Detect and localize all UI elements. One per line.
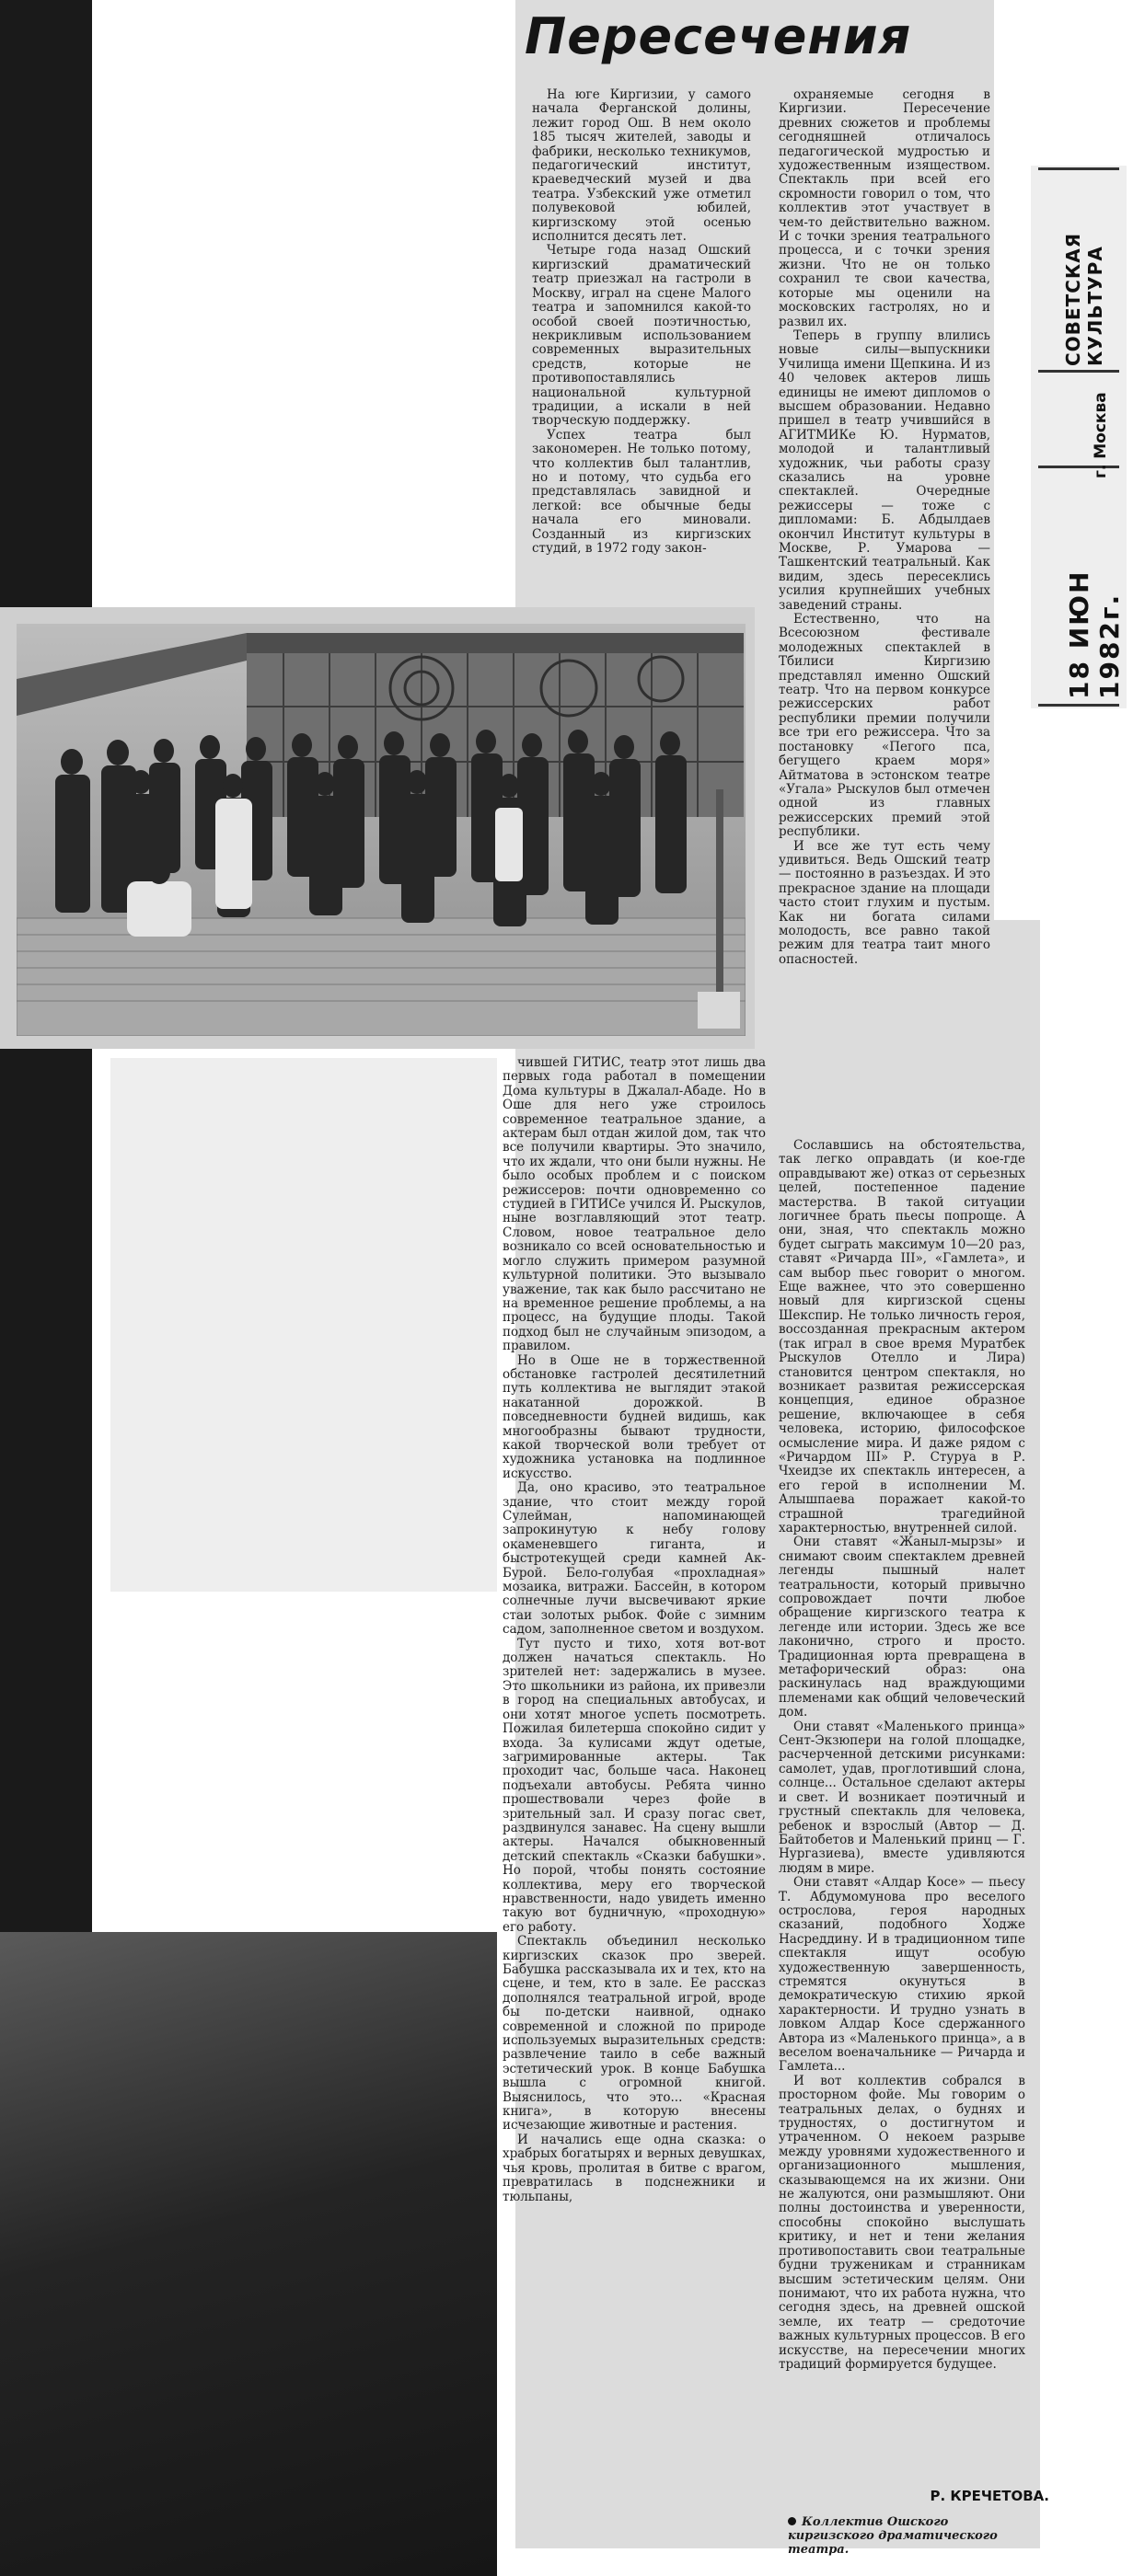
stamp-date: 18 ИЮН 1982г. [1064,569,1125,699]
paragraph: И начались еще одна сказка: о храбрых богатырях и верных девушках, чья кровь, пролитая в битве с врагом, превратилась в подснежники и тюльпаны, [503,2132,766,2204]
paper-backing [110,1058,497,1592]
paragraph: Спектакль объединил несколько киргизских сказок про зверей. Бабушка рассказывала их и тех, кто на сцене, и тем, кто в зале. Ее рассказ дополнялся театральной игрой, вроде бы по-детски наивной, однако современной и сложной по природе используемых выразительных средств: развлечение таило в себе важный эстетический урок. В конце Бабушка вышла с огромной книгой. Выяснилось, что это... «Красная книга», в которую внесены исчезающие животные и растения. [503,1934,766,2133]
bullet-icon [788,2517,796,2525]
group-photo-drawing [17,624,746,1036]
paragraph: Теперь в группу влились новые силы—выпускники Училища имени Щепкина. И из 40 человек актеров лишь единицы не имеют дипломов о высшем образовании. Недавно пришел в театр учившийся в АГИТМИКе Ю. Нурматов, молодой и талантливый художник, чьи работы сразу сказались на уровне спектаклей. Очередные режиссеры — тоже с дипломами: Б. Абдылдаев окончил Институт культуры в Москве, Р. Умарова — Ташкентский театральный. Как видим, здесь пересеклись усилия крупнейших учебных заведений страны. [779,328,990,613]
group-photo [17,624,746,1036]
paragraph: Успех театра был закономерен. Не только потому, что коллектив был талантлив, но и потому, что судьба его представлялась завидной и легкой: все обычные беды начала его миновали. Созданный из киргизских студий, в 1972 году закон- [532,427,751,556]
photo-caption [788,2515,1036,2567]
paragraph: Четыре года назад Ошский киргизский драматический театр приезжал на гастроли в Москву, играл на сцене Малого театра и запомнился какой-то особой своей поэтичностью, некрикливым использованием современных выразительных средств, которые не противопоставлялись национальной культурной традиции, а искали в ней творческую поддержку. [532,243,751,429]
paragraph: Естественно, что на Всесоюзном фестивале молодежных спектаклей в Тбилиси Киргизию представлял именно Ошский театр. Что на первом конкурсе режиссерских работ республики премии получили все три его режиссера. Что за постановку «Пегого пса, бегущего краем моря» Айтматова в эстонском театре «Угала» Рыскулов был отмечен одной из главных режиссерских премий этой республики. [779,612,990,840]
article-heading: Пересечения [525,7,912,65]
paragraph: охраняемые сегодня в Киргизии. Пересечение древних сюжетов и проблемы сегодняшней отличалось педагогической мудростью и художественным изяществом. Спектакль при всей его скромности говорил о том, что коллектив этот участвует в чем-то действительно важном. И с точки зрения театрального процесса, и с точки зрения жизни. Что не он только сохранил те свои качества, которые мы оценили на московских гастролях, но и развил их. [779,88,990,329]
article-author: Р. КРЕЧЕТОВА. [930,2488,1049,2504]
paragraph: Да, оно красиво, это театральное здание, что стоит между горой Сулейман, напоминающей запрокинутую к небу голову окаменевшего гиганта, и быстротекущей среди камней Ак-Бурой. Бело-голубая «прохладная» мозаика, витражи. Бассейн, в котором солнечные лучи высвечивают яркие стаи золотых рыбок. Фойе с зимним садом, заполненное светом и воздухом. [503,1480,766,1638]
newspaper-stamp [1031,166,1127,708]
article-column-2 [779,88,990,1146]
article-column-1 [532,88,751,604]
paragraph: Они ставят «Алдар Косе» — пьесу Т. Абдумомунова про веселого острослова, героя народных сказаний, подобного Ходже Насреддину. И в традиционном типе спектакля ищут особую художественную завершенность, стремятся окунуться в демократическую стихию яркой характерности. И трудно узнать в ловком Алдар Косе сдержанного Автора из «Маленького принца», а в веселом военачальнике — Ричарда и Гамлета... [779,1875,1025,2075]
stamp-rule [1038,704,1119,707]
scanner-shadow [0,1932,497,2576]
paragraph: Они ставят «Маленького принца» Сент-Экзюпери на голой площадке, расчерченной детскими рисунками: самолет, удав, проглотивший слона, солнце... Остальное сделают актеры и свет. И возникает поэтичный и грустный спектакль для человека, ребенок и взрослый (Автор — Д. Байтобетов и Маленький принц — Г. Нургазиева), вместе удивляются людям в мире. [779,1719,1025,1876]
paragraph: Но в Оше не в торжественной обстановке гастролей десятилетний путь коллектива не выглядит этакой накатанной дорожкой. В повседневности будней видишь, как многообразны бывают трудности, какой творческой воли требует от художника установка на подлинное искусство. [503,1352,766,1481]
paragraph: Сославшись на обстоятельства, так легко оправдать (и кое-где оправдывают же) отказ от серьезных целей, постепенное падение мастерства. В такой ситуации логичнее брать пьесы попроще. А они, зная, что спектакль можно будет сыграть максимум 10—20 раз, ставят «Ричарда III», «Гамлета», и сам выбор пьес говорит о многом. Еще важнее, что это совершенно новый для киргизской сцены Шекспир. Не только личность героя, воссозданная прекрасным актером (так играл в свое время Муратбек Рыскулов Отелло и Лира) становится центром спектакля, но возникает развитая режиссерская концепция, единое образное решение, включающее в себя человека, историю, философское осмысление мира. И даже рядом с «Ричардом III» Р. Стуруа в Р. Чхеидзе их спектакль интересен, а его герой в исполнении М. Алышпаева поражает какой-то страшной трагедийной характерностью, внутренней силой. [779,1139,1025,1535]
stamp-newspaper-name: СОВЕТСКАЯ КУЛЬТУРА [1062,232,1106,366]
paragraph: И все же тут есть чему удивиться. Ведь Ошский театр — постоянно в разъездах. И это прекрасное здание на площади часто стоит глухим и пустым. Как ни богата силами молодость, все равно такой режим для театра таит много опасностей. [779,838,990,967]
paragraph: Они ставят «Жаныл-мырзы» и снимают своим спектаклем древней легенды пышный налет театральности, который привычно сопровождает почти любое обращение киргизского театра к легенде или истории. Здесь же все лаконично, строго и просто. Традиционная юрта превращена в метафорический образ: она раскинулась над враждующими племенами как общий человеческий дом. [779,1535,1025,1720]
paragraph: чившей ГИТИС, театр этот лишь два первых года работал в помещении Дома культуры в Джалал-Абаде. Но в Оше для него уже строилось современное театральное здание, а актерам был отдан жилой дом, так что все получили квартиры. Это значило, что их ждали, что они были нужны. Не было особых проблем и с поиском режиссеров: почти одновременно со студией в ГИТИСе учился И. Рыскулов, ныне возглавляющий этот театр. Словом, новое театральное дело возникало со всей основательностью и могло служить примером разумной культурной политики. Это вызывало уважение, так как было рассчитано не на временное решение проблемы, а на процесс, на будущие плоды. Такой подход был не случайным эпизодом, а правилом. [503,1056,766,1354]
article-column-4 [779,1139,1025,2491]
stamp-rule [1038,370,1119,373]
paragraph: На юге Киргизии, у самого начала Ферганской долины, лежит город Ош. В нем около 185 тысяч жителей, заводы и фабрики, несколько техникумов, педагогический институт, краеведческий музей и два театра. Узбекский уже отметил полувековой юбилей, киргизскому этой осенью исполнится десять лет. [532,88,751,245]
stamp-city: г. Москва [1092,392,1110,478]
article-column-3 [503,1056,766,2556]
paragraph: И вот коллектив собрался в просторном фойе. Мы говорим о театральных делах, о буднях и трудностях, о достигнутом и утраченном. О некоем разрыве между уровнями художественного и организационного мышления, сказывающемся на их жизни. Они не жалуются, они размышляют. Они полны достоинства и уверенности, способны спокойно выслушать критику, и нет и тени желания противопоставить свои театральные будни труженикам и странникам высшим эстетическим целям. Они понимают, что их работа нужна, что сегодня здесь, на древней ошской земле, их театр — средоточие важных культурных процессов. В его искусстве, на пересечении многих традиций формируется будущее. [779,2073,1025,2372]
paragraph: Тут пусто и тихо, хотя вот-вот должен начаться спектакль. Но зрителей нет: задержались в музее. Это школьники из района, их привезли в город на специальных автобусах, и они хотят многое успеть посмотреть. Пожилая билетерша спокойно сидит у входа. За кулисами ждут одетые, загримированные актеры. Так проходит час, больше часа. Наконец подъехали автобусы. Ребята чинно прошествовали через фойе в зрительный зал. И сразу погас свет, раздвинулся занавес. На сцену вышли актеры. Начался обыкновенный детский спектакль «Сказки бабушки». Но порой, чтобы понять состояние коллектива, меру его творческой нравственности, надо увидеть именно такую вот будничную, «проходную» его работу. [503,1636,766,1935]
stamp-rule [1038,167,1119,170]
caption-text: Коллектив Ошского киргизского драматического театра. [788,2515,998,2557]
